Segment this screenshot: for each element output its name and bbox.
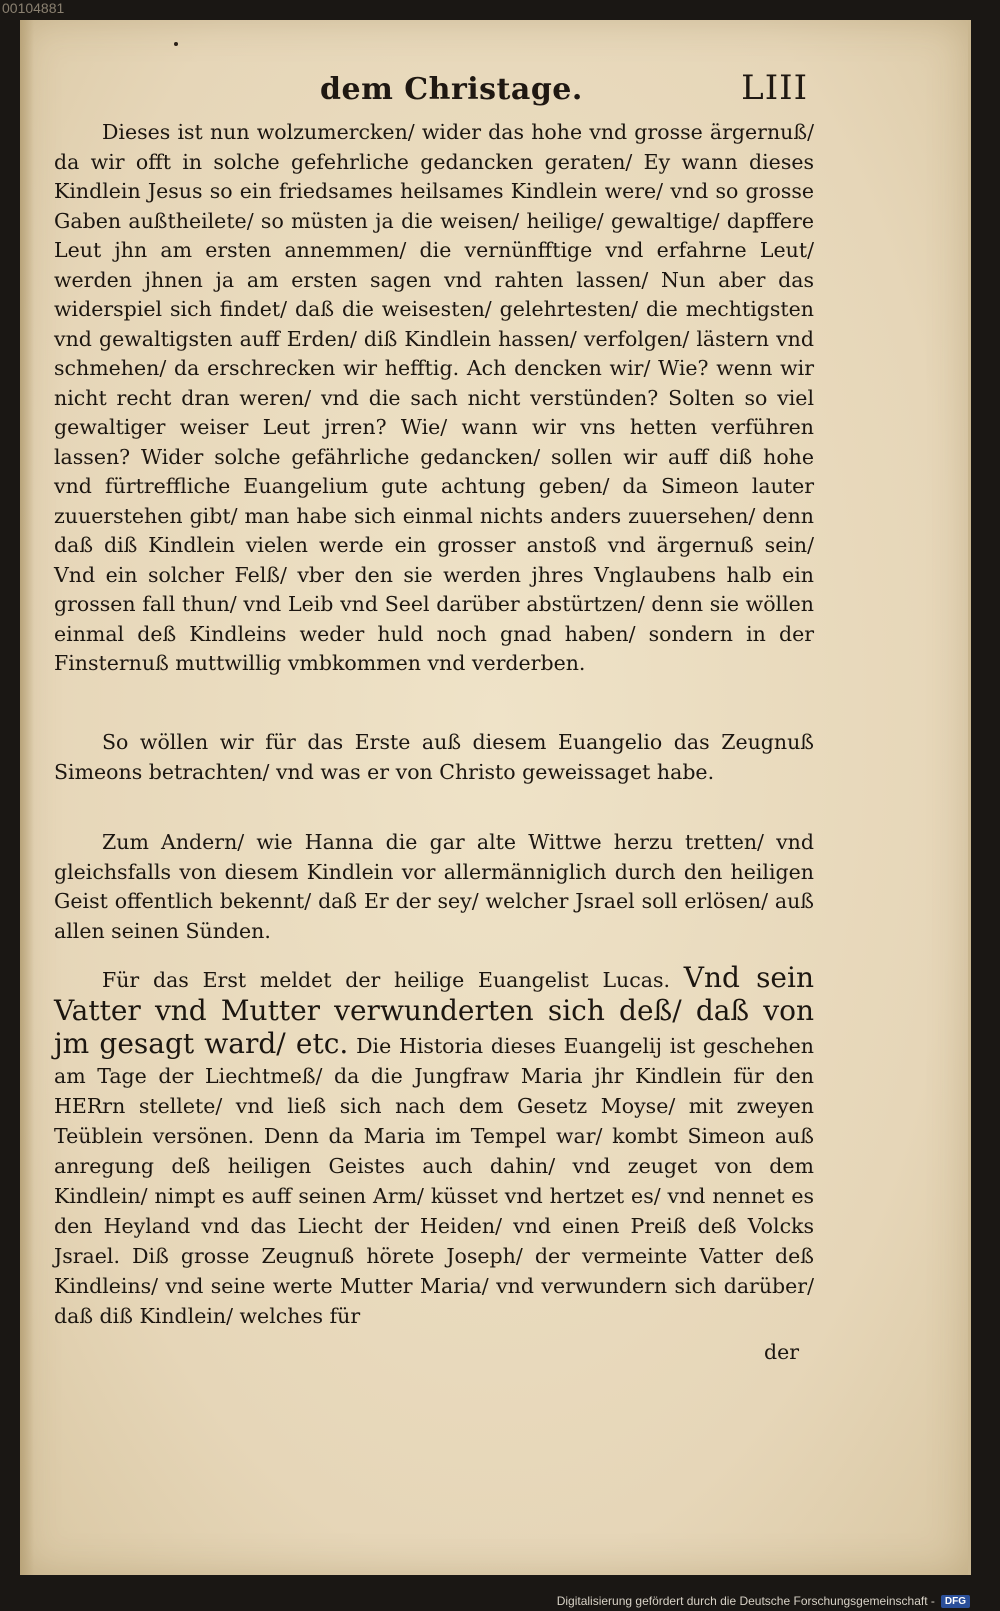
dfg-logo-icon: DFG — [941, 1595, 970, 1608]
paragraph-1 — [54, 118, 814, 679]
footer — [557, 1594, 970, 1608]
ink-dot — [174, 42, 178, 46]
footer-text: Digitalisierung gefördert durch die Deutsche Forschungsgemeinschaft - — [556, 1594, 935, 1608]
catchword: der — [764, 1340, 800, 1364]
scripture-quote: Vnd sein Vatter vnd Mutter verwunderten sich deß/ daß von jm gesagt ward/ etc. — [54, 961, 814, 1060]
page-binding-shadow — [20, 20, 34, 1575]
paragraph-4-intro: Für das Erst meldet der heilige Euangelist Lucas. — [102, 968, 671, 992]
paragraph-2 — [54, 728, 814, 787]
book-page — [20, 20, 971, 1575]
paragraph-3-text: Zum Andern/ wie Hanna die gar alte Wittwe herzu tretten/ vnd gleichsfalls von diesem Kindlein vor allermänniglich durch den heiligen Geist offentlich bekennt/ daß Er der sey/ welcher Jsrael soll erlösen/ auß allen seinen Sünden. — [54, 830, 814, 943]
paragraph-4-text — [54, 962, 814, 1331]
paragraph-1-text: Dieses ist nun wolzumercken/ wider das hohe vnd grosse ärgernuß/ da wir offt in solche gefehrliche gedancken geraten/ Ey wann dieses Kindlein Jesus so ein friedsames heilsames Kindlein were/ vnd so grosse Gaben außtheilete/ so müsten ja die weisen/ heilige/ gewaltige/ dapffere Leut jhn am ersten annemmen/ die vernünfftige vnd erfahrne Leut/ werden jhnen ja am ersten sagen vnd rahten lassen/ Nun aber das widerspiel sich findet/ daß die weisesten/ gelehrtesten/ die mechtigsten vnd gewaltigsten auff Erden/ diß Kindlein hassen/ verfolgen/ lästern vnd schmehen/ da erschrecken wir hefftig. Ach dencken wir/ Wie? wenn wir nicht recht dran weren/ vnd die sach nicht verstünden? Solten so viel gewaltiger weiser Leut jrren? Wie/ wann wir vns hetten verführen lassen? Wider solche gefährliche gedancken/ sollen wir auff diß hohe vnd fürtreffliche Euangelium gute achtung geben/ da Simeon lauter zuuerstehen gibt/ man habe sich einmal nichts anders zuuersehen/ denn daß diß Kindlein vielen werde ein grosser anstoß vnd ärgernuß sein/ Vnd ein solcher Felß/ vber den sie werden jhres Vnglaubens halb ein grossen fall thun/ vnd Leib vnd Seel darüber abstürtzen/ denn sie wöllen einmal deß Kindleins weder huld noch gnad haben/ sondern in der Finsternuß muttwillig vmbkommen vnd verderben. — [54, 120, 814, 675]
running-head: dem Christage. — [320, 72, 583, 107]
folio-number: LIII — [741, 68, 808, 108]
scan-id: 00104881 — [2, 0, 65, 16]
paragraph-2-text: So wöllen wir für das Erste auß diesem Euangelio das Zeugnuß Simeons betrachten/ vnd was er von Christo geweissaget habe. — [54, 730, 814, 784]
paragraph-3 — [54, 828, 814, 946]
paragraph-4 — [54, 962, 814, 1331]
paragraph-4-body: Die Historia dieses Euangelij ist geschehen am Tage der Liechtmeß/ da die Jungfraw Maria jhr Kindlein für den HERrn stellete/ vnd ließ sich nach dem Gesetz Moyse/ mit zweyen Teüblein versönen. Denn da Maria im Tempel war/ kombt Simeon auß anregung deß heiligen Geistes auch dahin/ vnd zeuget von dem Kindlein/ nimpt es auff seinen Arm/ küsset vnd hertzet es/ vnd nennet es den Heyland vnd das Liecht der Heiden/ vnd einen Preiß deß Volcks Jsrael. Diß grosse Zeugnuß hörete Joseph/ der vermeinte Vatter deß Kindleins/ vnd seine werte Mutter Maria/ vnd verwundern sich darüber/ daß diß Kindlein/ welches für — [54, 1034, 814, 1328]
